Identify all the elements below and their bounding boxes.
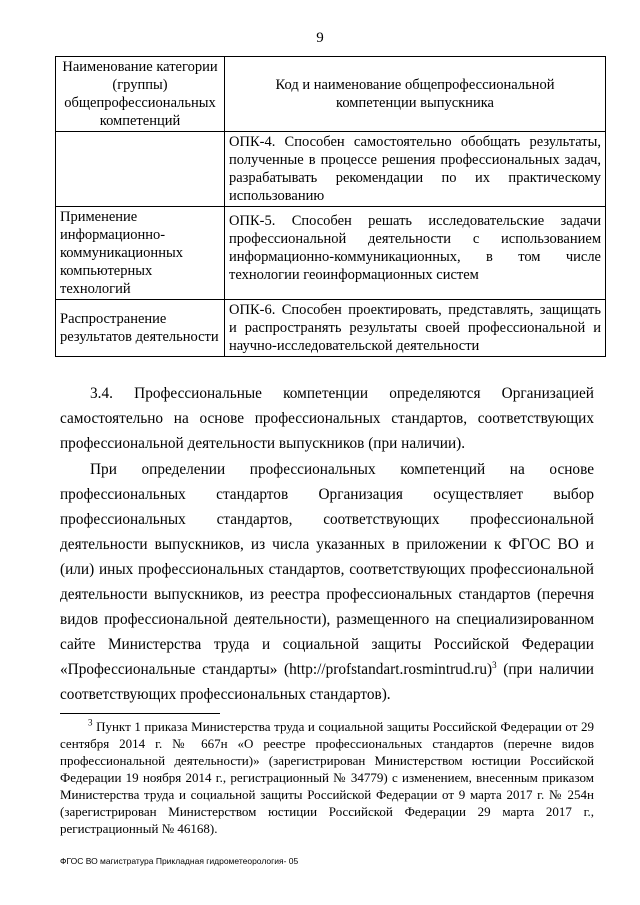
- paragraph-text-end: (при наличии соответствующих профессиональных стандартов).: [60, 661, 594, 703]
- row-competence: ОПК-5. Способен решать исследовательские задачи профессиональной деятельности с использованием информационно-коммуникационных, в том числе технологии геоинформационных систем: [225, 207, 606, 300]
- page-number: 9: [316, 30, 324, 46]
- table-row: [56, 132, 606, 207]
- footnote: [60, 718, 594, 837]
- paragraph-3-4: 3.4. Профессиональные компетенции определяются Организацией самостоятельно на основе профессиональных стандартов, соответствующих профессиональной деятельности выпускников (при наличии).: [60, 385, 594, 452]
- table-row: [56, 300, 606, 357]
- competencies-table: [55, 56, 606, 357]
- paragraph-text: При определении профессиональных компетенций на основе профессиональных стандартов Организация осуществляет выбор профессиональных стандартов, соответствующих профессиональной деятельности выпускников, из числа указанных в приложении к ФГОС ВО и (или) иных профессиональных стандартов, соответствующих профессиональной деятельности выпускников, из реестра профессиональных стандартов (перечня видов профессиональной деятельности), размещенного на специализированном сайте Министерства труда и социальной защиты Российской Федерации «Профессиональные стандарты» (http://profstandart.rosmintrud.ru): [60, 461, 594, 678]
- table-row: [56, 207, 606, 300]
- header-code: Код и наименование общепрофессиональной компетенции выпускника: [225, 57, 606, 132]
- header-category: Наименование категории (группы) общепрофессиональных компетенций: [56, 57, 225, 132]
- table-header-row: [56, 57, 606, 132]
- footnote-marker: 3: [88, 717, 93, 728]
- row-category: [56, 132, 225, 207]
- row-category: Применение информационно-коммуникационных компьютерных технологий: [56, 207, 225, 300]
- footnote-text: Пункт 1 приказа Министерства труда и социальной защиты Российской Федерации от 29 сентября 2014 г. № 667н «О реестре профессиональных стандартов (перечне видов профессиональной деятельности)» (зарегистрирован Министерством юстиции Российской Федерации 19 ноября 2014 г., регистрационный № 34779) с изменением, внесенным приказом Министерства труда и социальной защиты Российской Федерации от 9 марта 2017 г. № 254н (зарегистрирован Министерством юстиции Российской Федерации 29 марта 2017 г., регистрационный № 46168).: [60, 719, 594, 836]
- paragraph-prof-standards: [60, 457, 594, 707]
- row-competence: ОПК-6. Способен проектировать, представлять, защищать и распространять результаты своей профессиональной и научно-исследовательской деятельности: [225, 300, 606, 357]
- page-footer: ФГОС ВО магистратура Прикладная гидрометеорология- 05: [60, 856, 299, 866]
- row-category: Распространение результатов деятельности: [56, 300, 225, 357]
- footnote-separator: [60, 713, 220, 714]
- row-competence: ОПК-4. Способен самостоятельно обобщать результаты, полученные в процессе решения профессиональных задач, разрабатывать рекомендации по их практическому использованию: [225, 132, 606, 207]
- footnote-ref: 3: [492, 659, 497, 670]
